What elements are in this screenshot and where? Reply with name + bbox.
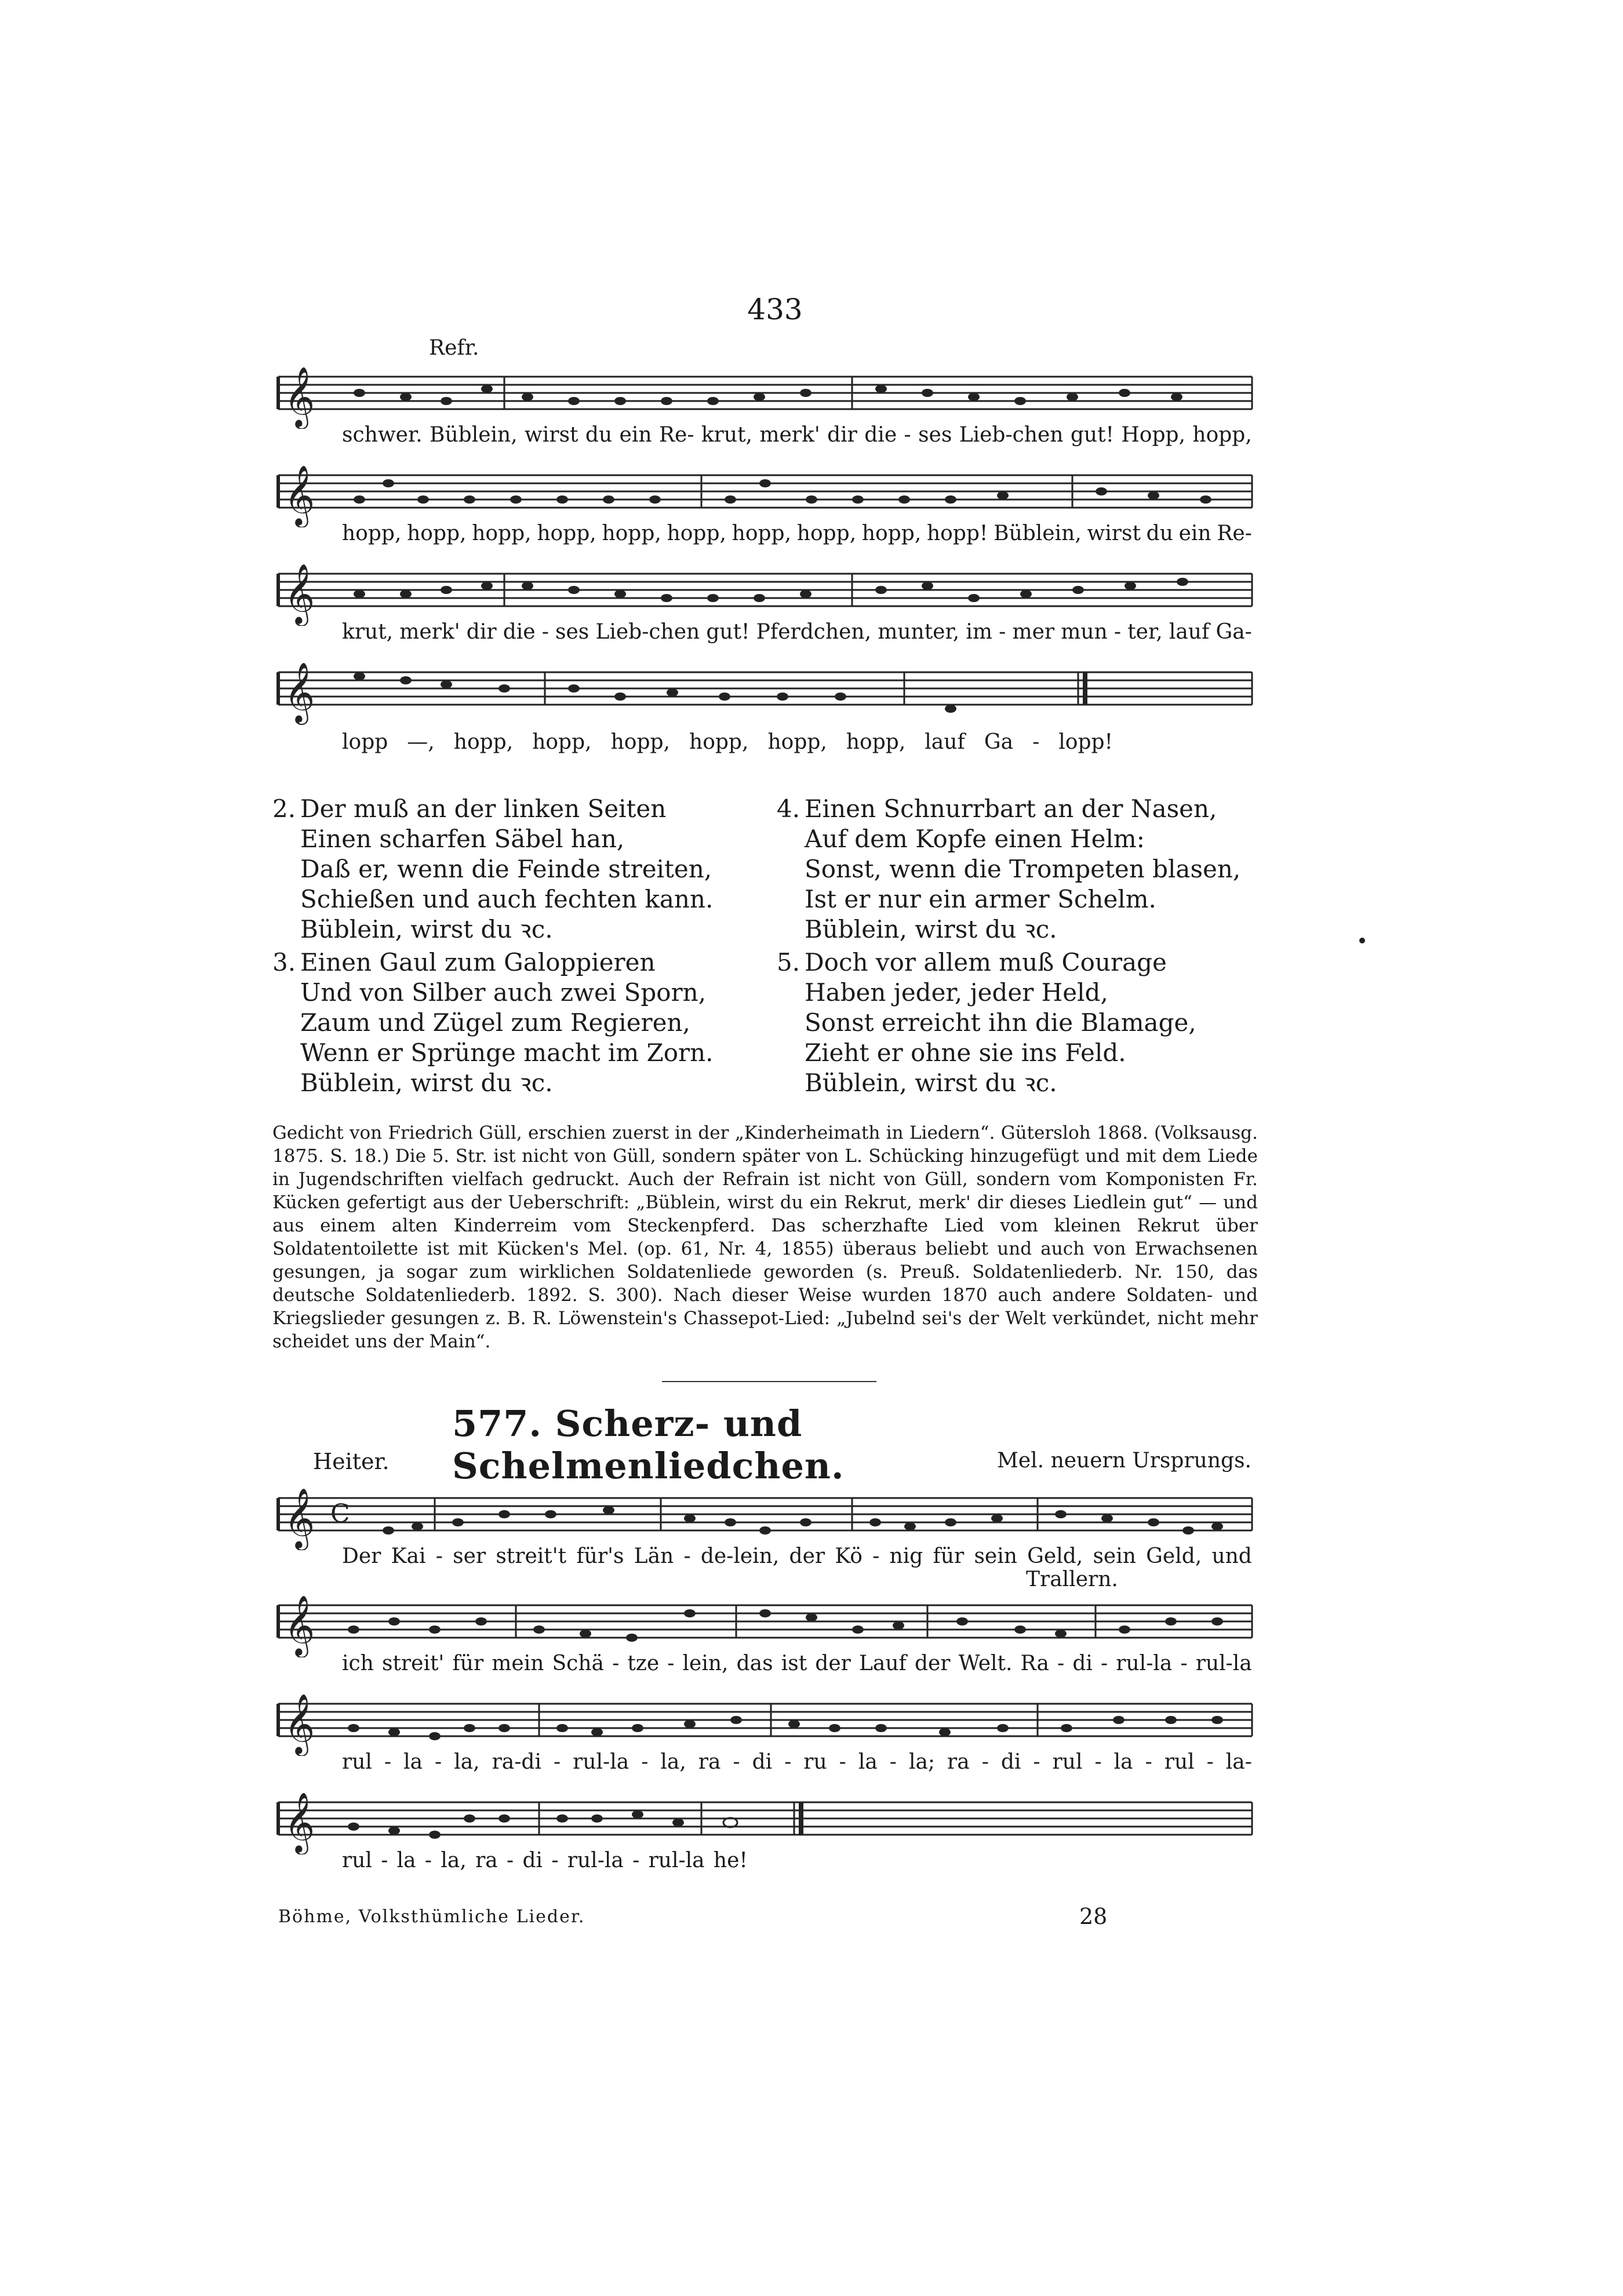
lyric-syllable: - — [384, 1750, 392, 1774]
lyric-syllable: tze — [627, 1652, 660, 1675]
lyric-syllable: wirst — [1087, 522, 1141, 545]
lyric-syllable: hopp, — [796, 522, 857, 545]
lyric-syllable: lauf — [1169, 620, 1210, 644]
lyric-syllable: di — [522, 1849, 543, 1872]
verse-text: Einen Gaul zum Galoppieren — [300, 948, 656, 976]
lyric-syllable: hopp, — [667, 522, 726, 545]
lyric-syllable: der — [789, 1544, 825, 1568]
lyric-syllable: la; — [908, 1750, 936, 1774]
song-title-text: Scherz- und Schelmenliedchen. — [452, 1402, 845, 1487]
lyric-syllable: der — [914, 1652, 951, 1675]
lyric-syllable: Län — [634, 1544, 674, 1568]
verse-line — [272, 824, 713, 854]
verse-text: Schießen und auch fechten kann. — [300, 885, 714, 913]
verse-text: Büblein, wirst du ꝛc. — [300, 1069, 553, 1097]
lyrics-line — [342, 620, 1252, 644]
lyric-syllable: du — [585, 423, 613, 447]
lyric-syllable: - — [435, 1544, 443, 1568]
lyric-syllable: - — [1113, 620, 1122, 644]
music-staff — [272, 359, 1258, 429]
verse-line — [777, 947, 1196, 978]
verse-3 — [272, 947, 713, 1098]
verse-number: 2. — [272, 795, 296, 823]
lyric-syllable: merk' — [399, 620, 460, 644]
lyric-syllable: mer — [1012, 620, 1055, 644]
verse-2 — [272, 794, 713, 945]
lyric-syllable: - — [1101, 1652, 1108, 1675]
verse-line — [777, 884, 1240, 914]
lyric-syllable: Geld, — [1027, 1544, 1083, 1568]
lyric-syllable: ter, — [1127, 620, 1163, 644]
lyric-syllable: la, — [454, 1750, 480, 1774]
lyric-syllable: Lieb-chen — [959, 423, 1064, 447]
lyric-syllable: die — [503, 620, 536, 644]
lyric-syllable: dir — [466, 620, 497, 644]
lyric-syllable: mun — [1061, 620, 1108, 644]
lyric-syllable: la — [403, 1750, 423, 1774]
lyric-syllable: - — [904, 423, 911, 447]
lyric-syllable: hopp, — [861, 522, 922, 545]
lyric-syllable: der — [815, 1652, 851, 1675]
lyric-syllable: hopp! — [926, 522, 988, 545]
lyric-syllable: krut, — [701, 423, 752, 447]
lyric-syllable: - — [1033, 1750, 1040, 1774]
lyric-syllable: rul — [342, 1750, 372, 1774]
verse-line — [272, 1008, 713, 1038]
music-system-1 — [272, 336, 1258, 447]
lyric-syllable: di — [1000, 1750, 1021, 1774]
verse-line — [272, 794, 713, 824]
music-system-6 — [272, 1588, 1258, 1675]
verse-number: 3. — [272, 948, 296, 976]
lyric-syllable: für — [452, 1652, 484, 1675]
lyric-syllable: - — [1032, 730, 1040, 754]
svg-text:𝄞: 𝄞 — [284, 465, 315, 526]
lyric-syllable: lopp! — [1058, 730, 1113, 754]
lyric-syllable: - — [1057, 1652, 1065, 1675]
svg-text:𝄞: 𝄞 — [284, 1595, 315, 1656]
verse-line — [777, 1008, 1196, 1038]
lyric-syllable: Geld, — [1146, 1544, 1202, 1568]
lyrics-line — [342, 522, 1252, 545]
lyric-syllable: Hopp, — [1121, 423, 1186, 447]
svg-text:C: C — [330, 1499, 350, 1529]
verse-text: Zieht er ohne sie ins Feld. — [805, 1038, 1126, 1067]
signature-mark: 28 — [1079, 1904, 1108, 1929]
music-staff — [272, 1588, 1258, 1657]
lyric-syllable: - — [1206, 1750, 1214, 1774]
lyric-syllable: hopp, — [407, 522, 467, 545]
lyric-syllable: Kai — [391, 1544, 426, 1568]
lyric-syllable: - — [551, 1849, 559, 1872]
svg-text:𝄞: 𝄞 — [284, 662, 315, 723]
lyric-syllable: Re- — [658, 423, 694, 447]
lyric-syllable: - — [632, 1849, 640, 1872]
lyric-syllable: rul-la — [648, 1849, 705, 1872]
music-staff — [272, 1686, 1258, 1756]
lyrics-line — [342, 1652, 1252, 1675]
lyric-syllable: hopp, — [453, 730, 514, 754]
lyric-syllable: rul — [1164, 1750, 1195, 1774]
lyric-syllable: hopp, — [689, 730, 749, 754]
verse-text: Einen Schnurrbart an der Nasen, — [805, 795, 1217, 823]
lyric-syllable: ra — [475, 1849, 498, 1872]
verse-text: Wenn er Sprünge macht im Zorn. — [300, 1038, 714, 1067]
lyric-syllable: —, — [407, 730, 435, 754]
lyric-syllable: Ga — [984, 730, 1014, 754]
lyric-syllable: di — [1072, 1652, 1093, 1675]
lyric-syllable: rul — [1052, 1750, 1083, 1774]
lyric-syllable: munter, — [878, 620, 960, 644]
lyric-syllable: - — [641, 1750, 649, 1774]
verse-text: Büblein, wirst du ꝛc. — [300, 915, 553, 943]
verse-line — [272, 947, 713, 978]
lyric-syllable: la- — [1225, 1750, 1252, 1774]
lyric-syllable: hopp, — [846, 730, 906, 754]
lyric-syllable: - — [683, 1544, 691, 1568]
verse-text: Und von Silber auch zwei Sporn, — [300, 978, 707, 1007]
lyric-syllable: Lieb-chen — [595, 620, 700, 644]
lyric-syllable: - — [872, 1544, 880, 1568]
music-staff — [272, 1785, 1258, 1854]
lyric-syllable: ra-di — [492, 1750, 541, 1774]
lyric-syllable: ra — [698, 1750, 721, 1774]
lyric-syllable: rul-la — [1116, 1652, 1173, 1675]
verse-text: Büblein, wirst du ꝛc. — [805, 1069, 1057, 1097]
lyric-syllable: ein — [619, 423, 652, 447]
verse-text: Doch vor allem muß Courage — [805, 948, 1167, 976]
verse-number: 5. — [777, 948, 800, 976]
lyric-syllable: rul-la — [567, 1849, 624, 1872]
lyric-syllable: ses — [555, 620, 589, 644]
verse-text: Haben jeder, jeder Held, — [805, 978, 1108, 1007]
music-system-3 — [272, 556, 1258, 643]
verse-line — [272, 978, 713, 1008]
lyric-syllable: la — [1113, 1750, 1133, 1774]
svg-text:𝄞: 𝄞 — [284, 1792, 315, 1853]
verse-4 — [777, 794, 1240, 945]
verse-text: Zaum und Zügel zum Regieren, — [300, 1008, 690, 1037]
verse-line — [777, 1068, 1196, 1098]
lyrics-line — [342, 1544, 1252, 1568]
lyric-syllable: ich — [342, 1652, 374, 1675]
lyric-syllable: gut! — [706, 620, 750, 644]
lyric-syllable: Pferdchen, — [756, 620, 872, 644]
verse-line — [777, 794, 1240, 824]
lyric-syllable: Ga- — [1216, 620, 1252, 644]
svg-text:𝄞: 𝄞 — [284, 366, 315, 427]
lyric-syllable: Kö — [835, 1544, 863, 1568]
page-number: 433 — [747, 293, 803, 326]
music-staff — [272, 1481, 1258, 1550]
trallern-label: Trallern. — [1026, 1568, 1118, 1591]
lyric-syllable: die — [864, 423, 897, 447]
lyric-syllable: - — [424, 1849, 432, 1872]
lyric-syllable: la, — [441, 1849, 467, 1872]
lyric-syllable: hopp, — [1192, 423, 1252, 447]
speck-mark — [1359, 938, 1365, 943]
svg-text:𝄞: 𝄞 — [284, 1488, 315, 1548]
song-title — [452, 1402, 1148, 1487]
music-system-7 — [272, 1686, 1258, 1773]
lyric-syllable: la — [858, 1750, 878, 1774]
verse-text: Ist er nur ein armer Schelm. — [805, 885, 1156, 913]
lyrics-line — [342, 1750, 1252, 1774]
verse-text: Sonst erreicht ihn die Blamage, — [805, 1008, 1196, 1037]
lyric-syllable: Schä — [552, 1652, 604, 1675]
section-divider — [662, 1381, 876, 1382]
music-system-2 — [272, 458, 1258, 545]
lyric-syllable: ses — [918, 423, 952, 447]
lyric-syllable: la — [396, 1849, 416, 1872]
lyric-syllable: rul-la — [573, 1750, 629, 1774]
lyric-syllable: - — [999, 620, 1006, 644]
melody-source: Mel. neuern Ursprungs. — [997, 1449, 1251, 1473]
lyric-syllable: sein — [1093, 1544, 1136, 1568]
lyric-syllable: - — [381, 1849, 388, 1872]
lyric-syllable: sein — [974, 1544, 1017, 1568]
lyric-syllable: ist — [781, 1652, 807, 1675]
verse-line — [272, 1068, 713, 1098]
lyric-syllable: Büblein, — [430, 423, 518, 447]
refrain-marker: Refr. — [429, 336, 479, 360]
music-system-8 — [272, 1785, 1258, 1872]
song-number: 577. — [452, 1402, 543, 1445]
footer-source: Böhme, Volksthümliche Lieder. — [278, 1907, 585, 1927]
svg-text:𝄞: 𝄞 — [284, 1693, 315, 1754]
verse-line — [777, 854, 1240, 884]
verse-number: 4. — [777, 795, 800, 823]
lyrics-line — [342, 1849, 748, 1872]
lyric-syllable: für — [933, 1544, 965, 1568]
lyric-syllable: gut! — [1070, 423, 1115, 447]
lyric-syllable: dir — [827, 423, 857, 447]
lyric-syllable: lein, — [682, 1652, 729, 1675]
verse-text: Büblein, wirst du ꝛc. — [805, 915, 1057, 943]
verse-text: Der muß an der linken Seiten — [300, 795, 667, 823]
lyric-syllable: das — [736, 1652, 773, 1675]
lyric-syllable: ra — [947, 1750, 970, 1774]
lyric-syllable: Re- — [1217, 522, 1252, 545]
lyric-syllable: - — [839, 1750, 846, 1774]
lyric-syllable: - — [507, 1849, 514, 1872]
lyric-syllable: - — [541, 620, 549, 644]
lyric-syllable: schwer. — [342, 423, 423, 447]
lyric-syllable: - — [553, 1750, 561, 1774]
lyric-syllable: hopp, — [732, 522, 792, 545]
lyric-syllable: di — [752, 1750, 773, 1774]
lyric-syllable: - — [981, 1750, 989, 1774]
music-staff — [272, 556, 1258, 626]
lyric-syllable: de-lein, — [700, 1544, 780, 1568]
lyric-syllable: du — [1146, 522, 1173, 545]
verse-line — [777, 824, 1240, 854]
lyric-syllable: he! — [713, 1849, 748, 1872]
lyric-syllable: hopp, — [532, 730, 592, 754]
lyric-syllable: - — [612, 1652, 620, 1675]
lyrics-line — [342, 730, 1113, 754]
verse-line — [777, 978, 1196, 1008]
lyric-syllable: - — [1094, 1750, 1102, 1774]
verse-line — [777, 1038, 1196, 1068]
lyric-syllable: lauf — [925, 730, 965, 754]
lyric-syllable: rul — [342, 1849, 372, 1872]
lyric-syllable: nig — [889, 1544, 923, 1568]
verse-text: Daß er, wenn die Feinde streiten, — [300, 855, 712, 883]
lyric-syllable: Ra — [1020, 1652, 1049, 1675]
lyric-syllable: wirst — [525, 423, 578, 447]
lyric-syllable: ser — [453, 1544, 486, 1568]
lyric-syllable: rul-la — [1195, 1652, 1252, 1675]
lyric-syllable: lopp — [342, 730, 388, 754]
lyric-syllable: - — [1145, 1750, 1152, 1774]
verse-line — [272, 854, 713, 884]
verse-line — [272, 914, 713, 945]
music-staff — [272, 655, 1258, 742]
lyric-syllable: - — [784, 1750, 792, 1774]
lyric-syllable: - — [733, 1750, 740, 1774]
lyric-syllable: im — [966, 620, 992, 644]
tempo-marking: Heiter. — [313, 1449, 390, 1474]
lyric-syllable: Der — [342, 1544, 381, 1568]
verse-text: Sonst, wenn die Trompeten blasen, — [805, 855, 1241, 883]
verse-text: Auf dem Kopfe einen Helm: — [805, 825, 1145, 853]
lyric-syllable: hopp, — [342, 522, 402, 545]
lyric-syllable: ein — [1178, 522, 1211, 545]
lyric-syllable: streit' — [381, 1652, 445, 1675]
verse-line — [272, 884, 713, 914]
lyric-syllable: ru — [803, 1750, 827, 1774]
lyric-syllable: hopp, — [537, 522, 596, 545]
lyric-syllable: Welt. — [958, 1652, 1013, 1675]
lyric-syllable: hopp, — [602, 522, 661, 545]
lyric-syllable: merk' — [759, 423, 820, 447]
lyrics-line — [342, 423, 1252, 447]
verse-line — [272, 1038, 713, 1068]
lyric-syllable: hopp, — [610, 730, 671, 754]
lyric-syllable: für's — [576, 1544, 624, 1568]
lyric-syllable: Büblein, — [994, 522, 1082, 545]
lyric-syllable: la, — [660, 1750, 686, 1774]
lyric-syllable: streit't — [496, 1544, 567, 1568]
music-system-4 — [272, 655, 1258, 754]
lyric-syllable: - — [889, 1750, 897, 1774]
music-staff — [272, 458, 1258, 527]
lyric-syllable: krut, — [342, 620, 394, 644]
verse-5 — [777, 947, 1196, 1098]
verse-text: Einen scharfen Säbel han, — [300, 825, 625, 853]
svg-text:𝄞: 𝄞 — [284, 563, 315, 624]
commentary-notes: Gedicht von Friedrich Güll, erschien zuerst in der „Kinderheimath in Liedern“. Gütersloh 1868. (Volksausg. 1875. S. 18.) Die 5. Str. ist nicht von Güll, sondern später von L. Schücking hinzugefügt und mit dem Liede in Jugendschriften vielfach gedruckt. Auch der Refrain ist nicht von Güll, sondern vom Komponisten Fr. Kücken gefertigt aus der Ueberschrift: „Büblein, wirst du ein Rekrut, merk' dir dieses Liedlein gut“ — und aus einem alten Kinderreim vom Steckenpferd. Das scherzhafte Lied vom kleinen Rekrut über Soldatentoilette ist mit Kücken's Mel. (op. 61, Nr. 4, 1855) überaus beliebt und auch von Erwachsenen gesungen, ja sogar zum wirklichen Soldatenliede geworden (s. Preuß. Soldatenliederb. Nr. 150, das deutsche Soldatenliederb. 1892. S. 300). Nach dieser Weise wurden 1870 auch andere Soldaten- und Kriegslieder gesungen z. B. R. Löwenstein's Chassepot-Lied: „Jubelnd sei's der Welt verkündet, nicht mehr scheidet uns der Main“. — [272, 1123, 1258, 1352]
lyric-syllable: mein — [492, 1652, 544, 1675]
lyric-syllable: hopp, — [472, 522, 532, 545]
lyric-syllable: - — [667, 1652, 675, 1675]
lyric-syllable: hopp, — [767, 730, 827, 754]
lyric-syllable: und — [1211, 1544, 1252, 1568]
lyric-syllable: - — [435, 1750, 442, 1774]
lyric-syllable: - — [1180, 1652, 1188, 1675]
verse-line — [777, 914, 1240, 945]
music-system-5 — [272, 1481, 1258, 1591]
lyric-syllable: Lauf — [858, 1652, 907, 1675]
